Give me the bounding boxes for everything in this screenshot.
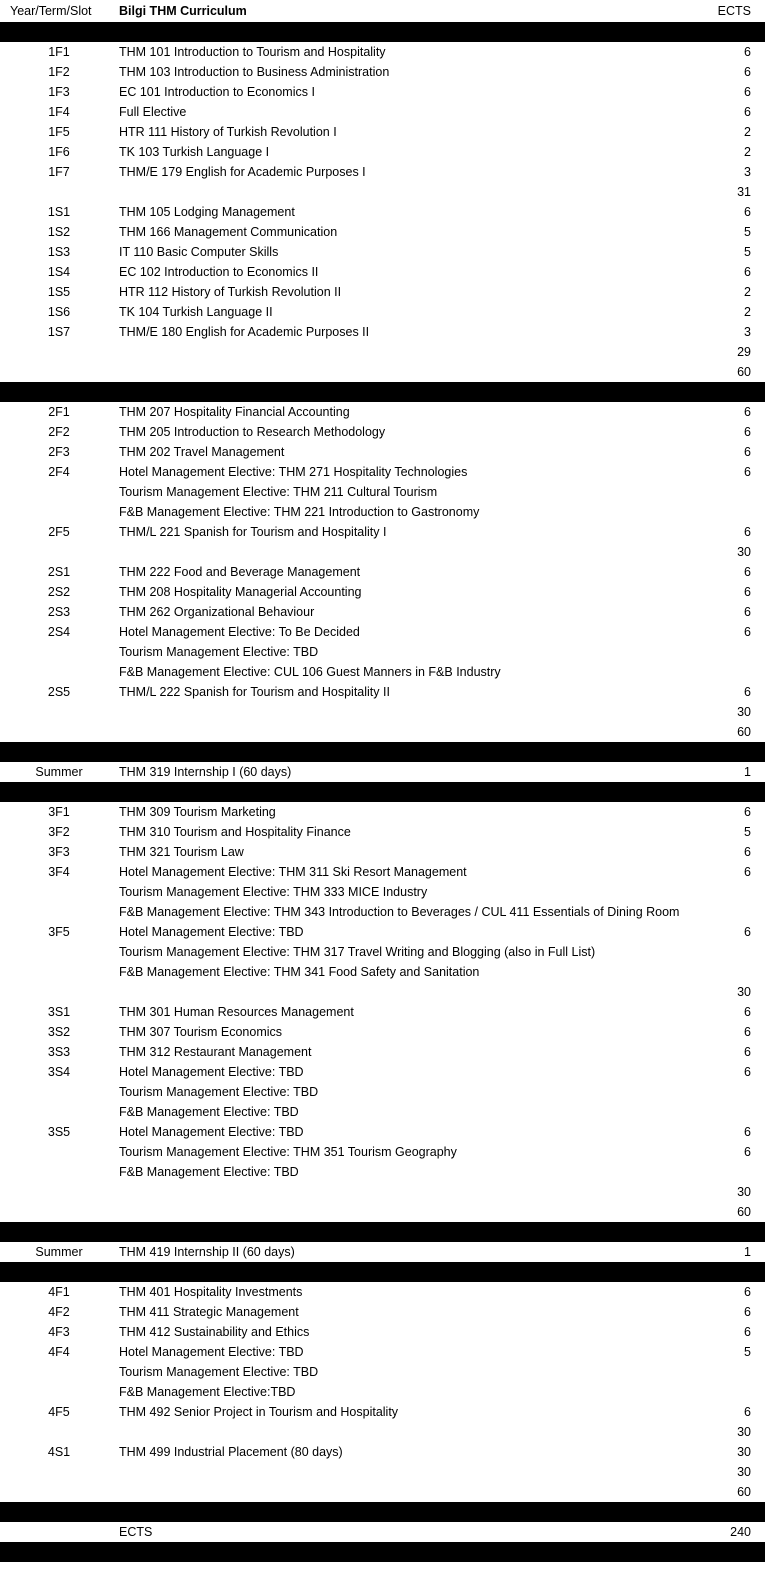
- slot-cell: [0, 702, 118, 722]
- table-row: [0, 202, 765, 222]
- ects-cell: [701, 642, 751, 662]
- slot-cell: 4F3: [48, 1325, 70, 1339]
- slot-cell: 2F3: [48, 445, 70, 459]
- course-cell: THM 401 Hospitality Investments: [119, 1285, 303, 1299]
- table-row: [0, 802, 765, 822]
- course-cell: THM 202 Travel Management: [119, 445, 285, 459]
- ects-cell: 31: [737, 185, 751, 199]
- slot-cell: [0, 1382, 118, 1402]
- slot-cell: 1S1: [47, 205, 71, 219]
- course-cell: ECTS: [119, 1525, 153, 1539]
- course-cell: HTR 111 History of Turkish Revolution I: [119, 125, 337, 139]
- slot-cell: 1F1: [48, 45, 70, 59]
- slot-cell: 3S4: [47, 1065, 71, 1079]
- course-cell: Tourism Management Elective: THM 333 MICE Industry: [119, 885, 428, 899]
- ects-cell: 6: [744, 425, 751, 439]
- slot-cell: 2S4: [47, 625, 71, 639]
- slot-cell: 1F5: [48, 125, 70, 139]
- course-cell: [119, 362, 709, 382]
- table-row: [0, 642, 765, 662]
- slot-cell: 4S1: [47, 1445, 71, 1459]
- ects-cell: 6: [744, 85, 751, 99]
- ects-cell: 30: [737, 1185, 751, 1199]
- table-row: [0, 1462, 765, 1482]
- course-cell: Hotel Management Elective: THM 271 Hospitality Technologies: [119, 465, 468, 479]
- course-cell: [119, 1202, 709, 1222]
- ects-cell: 30: [737, 1465, 751, 1479]
- table-row: [0, 1122, 765, 1142]
- section-separator: [0, 382, 765, 402]
- table-row: [0, 862, 765, 882]
- ects-column-header: ECTS: [717, 4, 751, 18]
- table-row: [0, 322, 765, 342]
- course-cell: [119, 702, 709, 722]
- table-row: [0, 262, 765, 282]
- ects-cell: 6: [744, 625, 751, 639]
- ects-cell: 2: [744, 145, 751, 159]
- ects-cell: 29: [737, 345, 751, 359]
- course-cell: F&B Management Elective:TBD: [119, 1385, 296, 1399]
- table-row: [0, 342, 765, 362]
- table-row: [0, 1042, 765, 1062]
- table-row: [0, 1002, 765, 1022]
- course-cell: Tourism Management Elective: THM 211 Cultural Tourism: [119, 485, 438, 499]
- course-cell: Hotel Management Elective: To Be Decided: [119, 625, 360, 639]
- ects-cell: 6: [744, 405, 751, 419]
- slot-cell: 2F4: [48, 465, 70, 479]
- ects-cell: 5: [744, 1345, 751, 1359]
- slot-cell: 3S1: [47, 1005, 71, 1019]
- ects-cell: 2: [744, 125, 751, 139]
- slot-cell: 3F4: [48, 865, 70, 879]
- table-row: [0, 1062, 765, 1082]
- course-cell: F&B Management Elective: TBD: [119, 1105, 299, 1119]
- slot-cell: [0, 182, 118, 202]
- course-cell: Full Elective: [119, 105, 187, 119]
- table-row: [0, 242, 765, 262]
- course-cell: THM 208 Hospitality Managerial Accounting: [119, 585, 362, 599]
- table-row: [0, 522, 765, 542]
- table-row: [0, 402, 765, 422]
- course-cell: F&B Management Elective: TBD: [119, 1165, 299, 1179]
- ects-cell: 5: [744, 825, 751, 839]
- ects-cell: 6: [744, 465, 751, 479]
- ects-cell: 5: [744, 225, 751, 239]
- slot-cell: 1S4: [47, 265, 71, 279]
- table-row: [0, 962, 765, 982]
- ects-cell: 3: [744, 165, 751, 179]
- ects-cell: 6: [744, 1285, 751, 1299]
- table-row: [0, 142, 765, 162]
- ects-cell: 6: [744, 925, 751, 939]
- slot-cell: [0, 882, 118, 902]
- course-cell: [119, 722, 709, 742]
- table-row: [0, 302, 765, 322]
- slot-cell: 2S3: [47, 605, 71, 619]
- course-cell: HTR 112 History of Turkish Revolution II: [119, 285, 342, 299]
- slot-cell: 3S3: [47, 1045, 71, 1059]
- curriculum-rows: [0, 22, 765, 1562]
- table-row: [0, 842, 765, 862]
- slot-cell: 1S5: [47, 285, 71, 299]
- ects-cell: 60: [737, 1485, 751, 1499]
- section-separator: [0, 22, 765, 42]
- ects-cell: 6: [744, 1145, 751, 1159]
- slot-cell: [0, 1202, 118, 1222]
- table-row: [0, 442, 765, 462]
- ects-cell: [701, 662, 751, 682]
- course-cell: THM 321 Tourism Law: [119, 845, 244, 859]
- slot-cell: 1F3: [48, 85, 70, 99]
- ects-cell: 6: [744, 805, 751, 819]
- table-row: [0, 1282, 765, 1302]
- course-cell: THM 301 Human Resources Management: [119, 1005, 354, 1019]
- ects-cell: 6: [744, 1065, 751, 1079]
- course-cell: THM 103 Introduction to Business Administration: [119, 65, 390, 79]
- table-row: [0, 1482, 765, 1502]
- ects-cell: 6: [744, 525, 751, 539]
- section-separator: [0, 1502, 765, 1522]
- course-cell: Hotel Management Elective: TBD: [119, 925, 304, 939]
- slot-cell: [0, 1102, 118, 1122]
- ects-cell: 1: [744, 765, 751, 779]
- course-cell: THM 166 Management Communication: [119, 225, 338, 239]
- slot-cell: [0, 1482, 118, 1502]
- slot-cell: 1S6: [47, 305, 71, 319]
- ects-cell: 6: [744, 45, 751, 59]
- course-cell: Tourism Management Elective: THM 317 Travel Writing and Blogging (also in Full List): [119, 945, 596, 959]
- course-cell: F&B Management Elective: THM 343 Introduction to Beverages / CUL 411 Essentials of Dining Room: [119, 905, 680, 919]
- course-cell: THM/E 180 English for Academic Purposes II: [119, 325, 370, 339]
- slot-cell: [0, 342, 118, 362]
- slot-cell: [0, 902, 118, 922]
- course-cell: [119, 1182, 709, 1202]
- slot-cell: [0, 1182, 118, 1202]
- slot-cell: 3F3: [48, 845, 70, 859]
- slot-cell: [0, 982, 118, 1002]
- course-cell: TK 103 Turkish Language I: [119, 145, 270, 159]
- course-cell: THM 412 Sustainability and Ethics: [119, 1325, 310, 1339]
- table-row: [0, 1342, 765, 1362]
- slot-cell: 1S2: [47, 225, 71, 239]
- course-cell: THM 205 Introduction to Research Methodology: [119, 425, 386, 439]
- slot-cell: [0, 362, 118, 382]
- table-row: [0, 282, 765, 302]
- course-cell: THM 222 Food and Beverage Management: [119, 565, 361, 579]
- course-cell: F&B Management Elective: CUL 106 Guest Manners in F&B Industry: [119, 665, 501, 679]
- slot-cell: 3S5: [47, 1125, 71, 1139]
- ects-cell: 2: [744, 305, 751, 319]
- ects-cell: 6: [744, 845, 751, 859]
- ects-cell: 6: [744, 585, 751, 599]
- ects-cell: 6: [744, 105, 751, 119]
- table-row: [0, 502, 765, 522]
- ects-cell: 6: [744, 1025, 751, 1039]
- slot-cell: Summer: [35, 1245, 83, 1259]
- ects-cell: 30: [737, 1445, 751, 1459]
- table-row: [0, 542, 765, 562]
- course-cell: THM 499 Industrial Placement (80 days): [119, 1445, 343, 1459]
- table-row: [0, 1082, 765, 1102]
- table-row: [0, 1022, 765, 1042]
- ects-cell: [701, 962, 751, 982]
- table-row: [0, 582, 765, 602]
- course-cell: Hotel Management Elective: TBD: [119, 1125, 304, 1139]
- slot-cell: 3F5: [48, 925, 70, 939]
- ects-cell: 6: [744, 65, 751, 79]
- table-row: [0, 822, 765, 842]
- course-cell: Tourism Management Elective: TBD: [119, 1085, 319, 1099]
- ects-cell: 6: [744, 445, 751, 459]
- table-row: [0, 62, 765, 82]
- table-row: [0, 942, 765, 962]
- table-row: [0, 122, 765, 142]
- course-cell: THM 207 Hospitality Financial Accounting: [119, 405, 350, 419]
- course-cell: Hotel Management Elective: TBD: [119, 1345, 304, 1359]
- table-row: [0, 182, 765, 202]
- ects-cell: 3: [744, 325, 751, 339]
- ects-cell: [701, 1102, 751, 1122]
- table-row: [0, 1402, 765, 1422]
- ects-cell: 6: [744, 1005, 751, 1019]
- ects-cell: 6: [744, 605, 751, 619]
- slot-cell: [0, 1522, 118, 1542]
- table-row: [0, 1362, 765, 1382]
- table-row: [0, 882, 765, 902]
- slot-cell: 3S2: [47, 1025, 71, 1039]
- table-row: [0, 1242, 765, 1262]
- slot-cell: [0, 1162, 118, 1182]
- slot-cell: 4F4: [48, 1345, 70, 1359]
- table-row: [0, 562, 765, 582]
- table-row: [0, 1422, 765, 1442]
- course-cell: Tourism Management Elective: TBD: [119, 645, 319, 659]
- slot-cell: 4F5: [48, 1405, 70, 1419]
- table-row: [0, 1382, 765, 1402]
- table-row: [0, 222, 765, 242]
- ects-cell: 6: [744, 1125, 751, 1139]
- table-row: [0, 462, 765, 482]
- ects-cell: 6: [744, 1405, 751, 1419]
- ects-cell: [701, 1162, 751, 1182]
- ects-cell: 6: [744, 1045, 751, 1059]
- ects-cell: 30: [737, 545, 751, 559]
- section-separator: [0, 742, 765, 762]
- course-cell: THM 105 Lodging Management: [119, 205, 295, 219]
- ects-cell: [701, 1082, 751, 1102]
- slot-cell: [0, 1462, 118, 1482]
- course-cell: Tourism Management Elective: THM 351 Tourism Geography: [119, 1145, 457, 1159]
- ects-cell: 6: [744, 685, 751, 699]
- table-row: [0, 622, 765, 642]
- slot-cell: 1S7: [47, 325, 71, 339]
- slot-cell: 1F7: [48, 165, 70, 179]
- course-cell: THM 312 Restaurant Management: [119, 1045, 312, 1059]
- ects-cell: [701, 942, 751, 962]
- section-separator: [0, 782, 765, 802]
- slot-cell: 4F2: [48, 1305, 70, 1319]
- section-separator: [0, 1222, 765, 1242]
- table-row: [0, 1522, 765, 1542]
- course-cell: Tourism Management Elective: TBD: [119, 1365, 319, 1379]
- slot-cell: 2S5: [47, 685, 71, 699]
- ects-cell: [701, 482, 751, 502]
- course-cell: EC 102 Introduction to Economics II: [119, 265, 319, 279]
- course-cell: [119, 542, 709, 562]
- course-cell: THM/L 221 Spanish for Tourism and Hospitality I: [119, 525, 387, 539]
- ects-cell: 6: [744, 865, 751, 879]
- slot-cell: [0, 1362, 118, 1382]
- slot-cell: [0, 942, 118, 962]
- slot-cell: 1F6: [48, 145, 70, 159]
- slot-cell: [0, 1422, 118, 1442]
- course-cell: THM 319 Internship I (60 days): [119, 765, 292, 779]
- table-row: [0, 1302, 765, 1322]
- slot-cell: 4F1: [48, 1285, 70, 1299]
- slot-cell: 3F1: [48, 805, 70, 819]
- table-row: [0, 1442, 765, 1462]
- ects-cell: 1: [744, 1245, 751, 1259]
- table-row: [0, 1322, 765, 1342]
- table-row: [0, 162, 765, 182]
- slot-cell: 1S3: [47, 245, 71, 259]
- course-cell: THM 307 Tourism Economics: [119, 1025, 283, 1039]
- table-row: [0, 662, 765, 682]
- table-row: [0, 982, 765, 1002]
- ects-cell: 6: [744, 265, 751, 279]
- slot-cell: [0, 662, 118, 682]
- ects-cell: [701, 902, 751, 922]
- ects-cell: [701, 1382, 751, 1402]
- course-cell: [119, 1422, 709, 1442]
- course-cell: THM 419 Internship II (60 days): [119, 1245, 295, 1259]
- course-cell: IT 110 Basic Computer Skills: [119, 245, 279, 259]
- table-row: [0, 602, 765, 622]
- section-separator: [0, 1542, 765, 1562]
- table-row: [0, 1202, 765, 1222]
- course-cell: Hotel Management Elective: TBD: [119, 1065, 304, 1079]
- slot-cell: 2F5: [48, 525, 70, 539]
- table-row: [0, 722, 765, 742]
- table-row: [0, 702, 765, 722]
- table-row: [0, 102, 765, 122]
- slot-column-header: Year/Term/Slot: [10, 4, 92, 18]
- slot-cell: [0, 962, 118, 982]
- course-cell: [119, 342, 709, 362]
- course-cell: Hotel Management Elective: THM 311 Ski Resort Management: [119, 865, 467, 879]
- slot-cell: [0, 1082, 118, 1102]
- ects-cell: 6: [744, 1325, 751, 1339]
- slot-cell: [0, 722, 118, 742]
- table-row: [0, 682, 765, 702]
- table-row: [0, 42, 765, 62]
- table-row: [0, 1102, 765, 1122]
- ects-cell: 30: [737, 1425, 751, 1439]
- ects-cell: 6: [744, 1305, 751, 1319]
- ects-cell: 60: [737, 365, 751, 379]
- ects-cell: [701, 502, 751, 522]
- slot-cell: 1F2: [48, 65, 70, 79]
- slot-cell: 1F4: [48, 105, 70, 119]
- slot-cell: 2S1: [47, 565, 71, 579]
- course-cell: [119, 1482, 709, 1502]
- table-row: [0, 1162, 765, 1182]
- table-row: [0, 902, 765, 922]
- table-row: [0, 762, 765, 782]
- table-row: [0, 82, 765, 102]
- ects-cell: 5: [744, 245, 751, 259]
- slot-cell: [0, 502, 118, 522]
- ects-cell: 30: [737, 985, 751, 999]
- course-cell: [119, 982, 709, 1002]
- slot-cell: [0, 542, 118, 562]
- course-cell: THM 411 Strategic Management: [119, 1305, 299, 1319]
- ects-cell: 30: [737, 705, 751, 719]
- slot-cell: [0, 642, 118, 662]
- ects-cell: [701, 882, 751, 902]
- course-cell: THM/E 179 English for Academic Purposes I: [119, 165, 366, 179]
- course-cell: THM 262 Organizational Behaviour: [119, 605, 315, 619]
- course-cell: THM/L 222 Spanish for Tourism and Hospitality II: [119, 685, 390, 699]
- course-cell: THM 101 Introduction to Tourism and Hospitality: [119, 45, 386, 59]
- sheet-title: Bilgi THM Curriculum: [119, 4, 247, 18]
- section-separator: [0, 1262, 765, 1282]
- table-row: [0, 362, 765, 382]
- course-cell: EC 101 Introduction to Economics I: [119, 85, 315, 99]
- ects-cell: 6: [744, 565, 751, 579]
- ects-cell: 6: [744, 205, 751, 219]
- course-cell: THM 309 Tourism Marketing: [119, 805, 276, 819]
- slot-cell: 3F2: [48, 825, 70, 839]
- course-cell: [119, 1462, 709, 1482]
- ects-cell: [701, 1362, 751, 1382]
- course-cell: THM 310 Tourism and Hospitality Finance: [119, 825, 351, 839]
- header-row: [0, 0, 765, 22]
- slot-cell: Summer: [35, 765, 83, 779]
- course-cell: TK 104 Turkish Language II: [119, 305, 273, 319]
- course-cell: F&B Management Elective: THM 221 Introduction to Gastronomy: [119, 505, 480, 519]
- ects-cell: 60: [737, 725, 751, 739]
- ects-cell: 2: [744, 285, 751, 299]
- course-cell: [119, 182, 709, 202]
- table-row: [0, 922, 765, 942]
- course-cell: THM 492 Senior Project in Tourism and Hospitality: [119, 1405, 399, 1419]
- slot-cell: [0, 482, 118, 502]
- table-row: [0, 422, 765, 442]
- course-cell: F&B Management Elective: THM 341 Food Safety and Sanitation: [119, 965, 480, 979]
- table-row: [0, 1182, 765, 1202]
- slot-cell: [0, 1142, 118, 1162]
- ects-cell: 240: [730, 1525, 751, 1539]
- table-row: [0, 1142, 765, 1162]
- ects-cell: 60: [737, 1205, 751, 1219]
- slot-cell: 2F2: [48, 425, 70, 439]
- table-row: [0, 482, 765, 502]
- slot-cell: 2S2: [47, 585, 71, 599]
- slot-cell: 2F1: [48, 405, 70, 419]
